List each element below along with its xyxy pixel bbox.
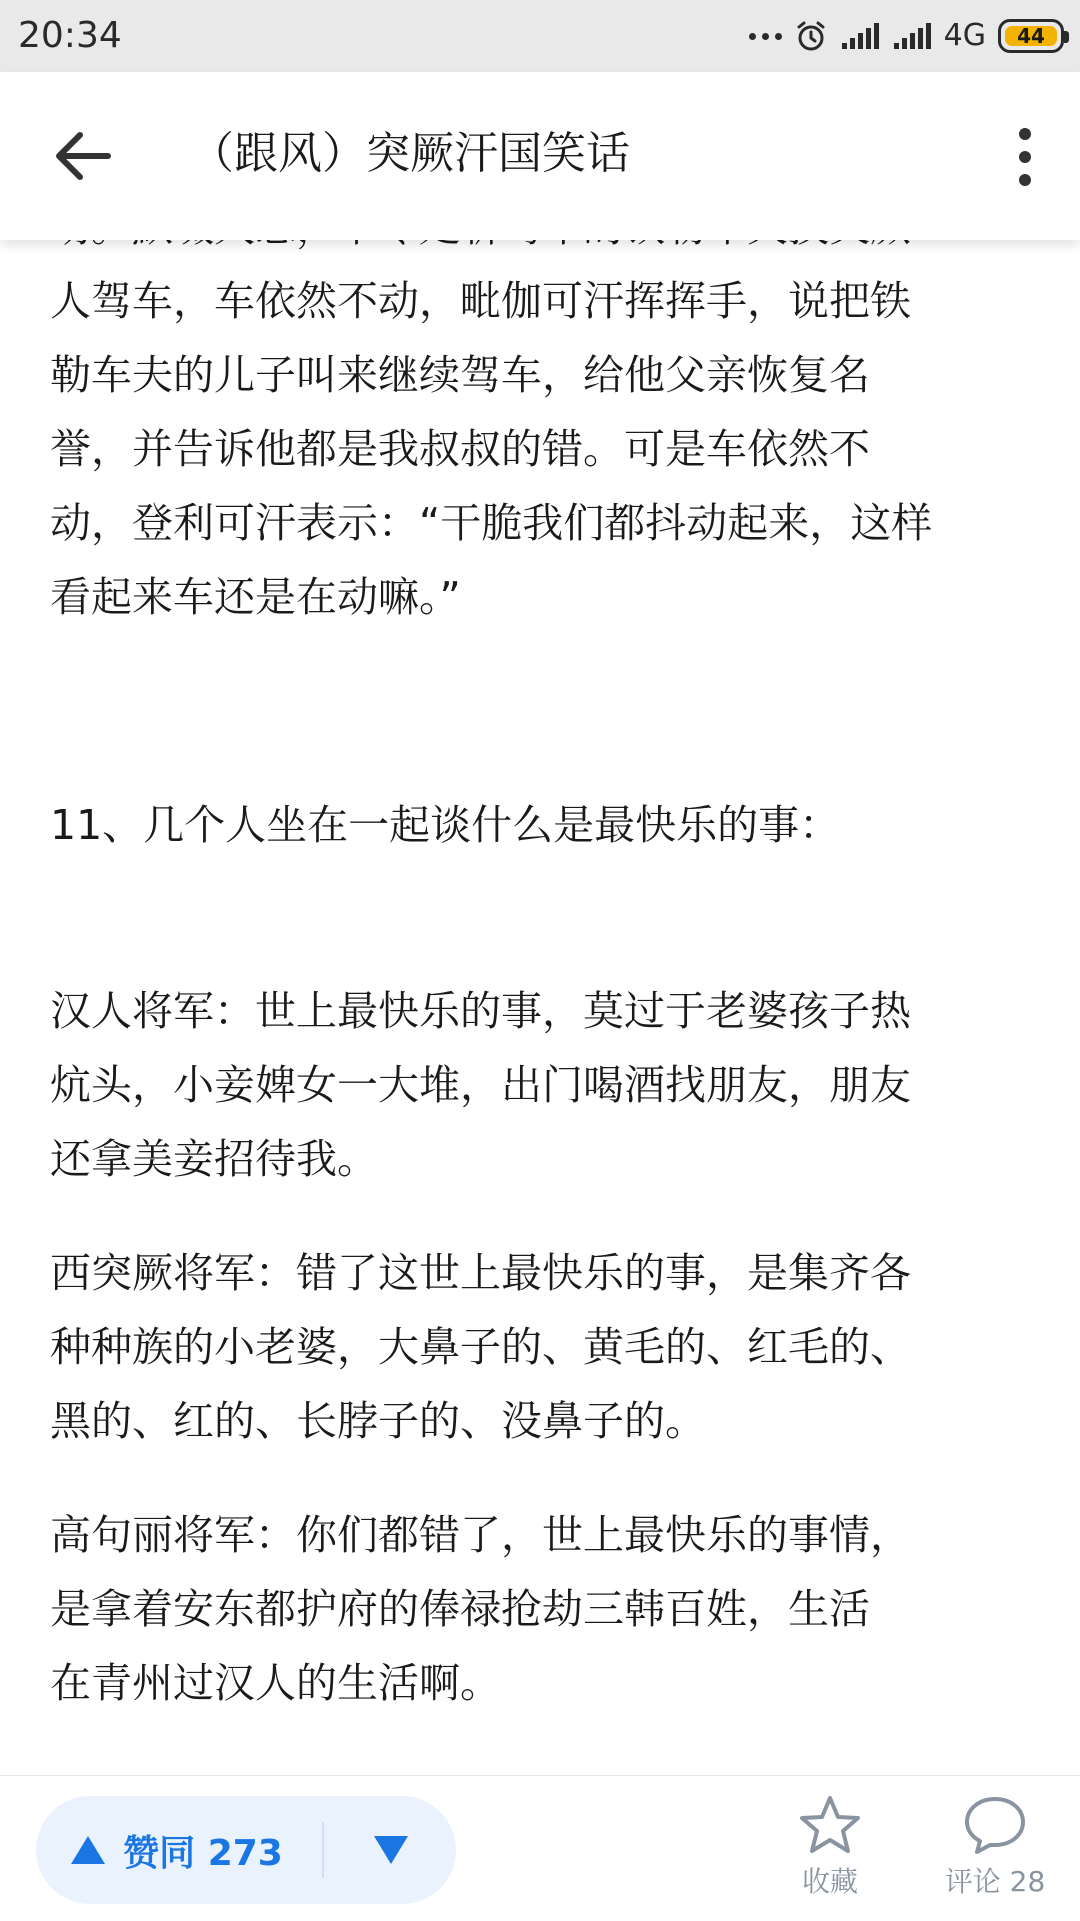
paragraph-2 [50, 788, 1040, 862]
text-line: 动，登利可汗表示：“干脆我们都抖动起来，这样 [50, 499, 933, 547]
battery-level: 44 [1017, 24, 1045, 48]
page-title: （跟风）突厥汗国笑话 [190, 128, 630, 179]
signal-icon-2 [892, 21, 932, 51]
comment-bubble-icon [962, 1794, 1028, 1856]
article-content [0, 240, 1080, 1775]
text-line: 汉人将军：世上最快乐的事，莫过于老婆孩子热 [50, 987, 911, 1035]
collect-button[interactable] [790, 1794, 870, 1900]
comment-button[interactable] [920, 1794, 1070, 1900]
text-line: 黑的、红的、长脖子的、没鼻子的。 [50, 1397, 706, 1445]
text-line: 西突厥将军：错了这世上最快乐的事，是集齐各 [50, 1249, 911, 1297]
text-line: 是拿着安东都护府的俸禄抢劫三韩百姓，生活 [50, 1585, 870, 1633]
status-icons [749, 14, 1064, 58]
upvote-triangle-icon [69, 1834, 107, 1866]
comment-label: 评论 28 [944, 1865, 1046, 1898]
star-icon [798, 1794, 862, 1856]
paragraph-4 [50, 1236, 1040, 1458]
bottom-action-bar [0, 1775, 1080, 1921]
collect-label: 收藏 [801, 1865, 858, 1898]
network-type: 4G [943, 18, 986, 53]
vote-divider [322, 1822, 324, 1878]
text-line: 在青州过汉人的生活啊。 [50, 1659, 501, 1707]
text-line: 人驾车，车依然不动，毗伽可汗挥挥手，说把铁 [50, 277, 911, 325]
text-line: 看起来车还是在动嘛。” [50, 573, 461, 621]
more-options-button[interactable] [1000, 122, 1050, 192]
downvote-button[interactable] [336, 1796, 446, 1904]
app-header [0, 72, 1080, 240]
text-line: 还拿美妾招待我。 [50, 1135, 378, 1183]
alarm-icon [794, 19, 828, 53]
text-line: 誉，并告诉他都是我叔叔的错。可是车依然不 [50, 425, 870, 473]
status-bar [0, 0, 1080, 72]
vote-group [36, 1796, 456, 1904]
text-line: 11、几个人坐在一起谈什么是最快乐的事： [50, 801, 841, 849]
text-line: 种种族的小老婆，大鼻子的、黄毛的、红毛的、 [50, 1323, 911, 1371]
upvote-button[interactable] [36, 1796, 316, 1904]
back-arrow-icon [44, 116, 124, 196]
signal-icon [840, 21, 880, 51]
paragraph-1 [50, 264, 1040, 634]
text-line: 勒车夫的儿子叫来继续驾车，给他父亲恢复名 [50, 351, 870, 399]
more-notifications-icon [749, 33, 782, 40]
upvote-label: 赞同 273 [123, 1832, 283, 1874]
paragraph-5 [50, 1498, 1040, 1720]
text-line: 炕头，小妾婢女一大堆，出门喝酒找朋友，朋友 [50, 1061, 911, 1109]
back-button[interactable] [44, 116, 124, 196]
downvote-triangle-icon [372, 1834, 410, 1866]
status-time: 20:34 [18, 15, 122, 56]
more-vertical-icon [1000, 122, 1050, 192]
battery-icon [998, 19, 1064, 53]
text-line: 高句丽将军：你们都错了，世上最快乐的事情， [50, 1511, 911, 1559]
paragraph-3 [50, 974, 1040, 1196]
